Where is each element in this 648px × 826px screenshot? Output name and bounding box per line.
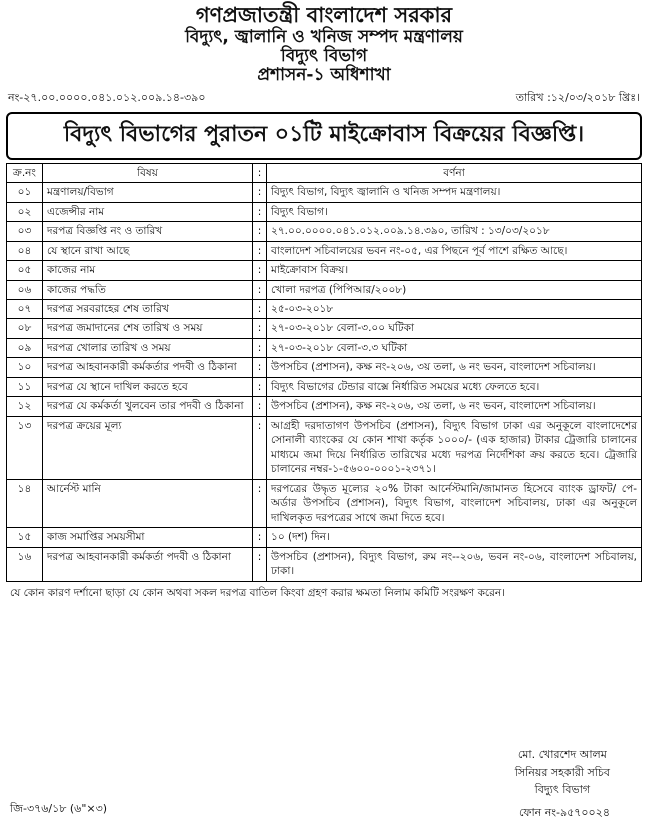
row-subject: কাজ সমাপ্তির সময়সীমা (43, 528, 253, 547)
table-row (7, 528, 642, 547)
row-subject: দরপত্র যে স্থানে দাখিল করতে হবে (43, 377, 253, 396)
row-serial: ১১ (7, 377, 43, 396)
govt-title: গণপ্রজাতন্ত্রী বাংলাদেশ সরকার (195, 3, 453, 27)
row-colon: : (253, 222, 267, 241)
row-description: বিদ্যুৎ বিভাগ। (267, 202, 642, 221)
row-description: বিদ্যুৎ বিভাগ, বিদ্যুৎ জ্বালানি ও খনিজ সম্পদ মন্ত্রণালয়। (267, 183, 642, 202)
row-description: ১০ (দশ) দিন। (267, 528, 642, 547)
row-colon: : (253, 338, 267, 357)
row-subject: যে স্থানে রাখা আছে (43, 241, 253, 260)
publication-code: জি-৩৭৬/১৮ (৬"×৩) (10, 802, 108, 815)
row-subject: দরপত্র জমাদানের শেষ তারিখ ও সময় (43, 319, 253, 338)
row-serial: ০৪ (7, 241, 43, 260)
row-description: উপসচিব (প্রশাসন), বিদ্যুৎ বিভাগ, রুম নং--২০৬, ভবন নং-০৬, বাংলাদেশ সচিবালয়, ঢাকা। (267, 547, 642, 581)
row-colon: : (253, 397, 267, 416)
row-subject: দরপত্র সরবরাহের শেষ তারিখ (43, 300, 253, 319)
table-row (7, 202, 642, 221)
table-row (7, 280, 642, 299)
row-description: ২৫-০৩-২০১৮ (267, 300, 642, 319)
table-row (7, 358, 642, 377)
row-colon: : (253, 319, 267, 338)
row-serial: ০৩ (7, 222, 43, 241)
row-colon: : (253, 358, 267, 377)
row-serial: ১০ (7, 358, 43, 377)
row-subject: দরপত্র খোলার তারিখ ও সময় (43, 338, 253, 357)
row-description: মাইক্রোবাস বিক্রয়। (267, 261, 642, 280)
row-serial: ০১ (7, 183, 43, 202)
row-subject: কাজের পদ্ধতি (43, 280, 253, 299)
row-subject: এজেন্সীর নাম (43, 202, 253, 221)
row-serial: ১৫ (7, 528, 43, 547)
signature-block (515, 746, 610, 799)
row-subject: কাজের নাম (43, 261, 253, 280)
row-serial: ১৪ (7, 479, 43, 527)
row-colon: : (253, 241, 267, 260)
table-row (7, 377, 642, 396)
row-subject: দরপত্র আহবানকারী কর্মকর্তা পদবী ও ঠিকানা (43, 547, 253, 581)
memo-number: নং-২৭.০০.০০০০.০৪১.০১২.০০৯.১৪-৩৯০ (8, 90, 206, 104)
table-row (7, 319, 642, 338)
row-description: খোলা দরপত্র (পিপিআর/২০০৮) (267, 280, 642, 299)
reference-line (6, 89, 642, 108)
row-subject: আর্নেস্ট মানি (43, 479, 253, 527)
row-serial: ০৭ (7, 300, 43, 319)
row-description: ২৭-০৩-২০১৮ বেলা-৩.০০ ঘটিকা (267, 319, 642, 338)
row-description: বিদ্যুৎ বিভাগের টেন্ডার বাক্সে নির্ধারিত সময়ের মধ্যে ফেলতে হবে। (267, 377, 642, 396)
row-serial: ০৫ (7, 261, 43, 280)
table-row (7, 479, 642, 527)
row-colon: : (253, 300, 267, 319)
row-serial: ১২ (7, 397, 43, 416)
row-description: ২৭-০৩-২০১৮ বেলা-৩.৩ ঘটিকা (267, 338, 642, 357)
table-row (7, 547, 642, 581)
table-row (7, 300, 642, 319)
row-description: ২৭.০০.০০০০.০৪১.০১২.০০৯.১৪.৩৯০, তারিখ : ১৩/০৩/২০১৮ (267, 222, 642, 241)
row-subject: দরপত্র যে কর্মকর্তা খুলবেন তার পদবী ও ঠিকানা (43, 397, 253, 416)
row-serial: ০৯ (7, 338, 43, 357)
branch-title: প্রশাসন-১ অধিশাখা (257, 64, 391, 85)
row-description: বাংলাদেশ সচিবালয়ের ভবন নং-০৫, এর পিছনে পূর্ব পাশে রক্ষিত আছে। (267, 241, 642, 260)
table-row (7, 261, 642, 280)
letterhead (6, 4, 642, 85)
ministry-title: বিদ্যুৎ, জ্বালানি ও খনিজ সম্পদ মন্ত্রণালয় (185, 26, 463, 47)
table-row (7, 338, 642, 357)
row-colon: : (253, 202, 267, 221)
header-serial: ক্র.নং (7, 163, 43, 182)
row-serial: ১৩ (7, 416, 43, 479)
table-row (7, 241, 642, 260)
row-colon: : (253, 377, 267, 396)
row-subject: মন্ত্রণালয়/বিভাগ (43, 183, 253, 202)
footer-note: যে কোন কারণ দর্শানো ছাড়া যে কোন অথবা সকল দরপত্র বাতিল কিংবা গ্রহণ করার ক্ষমতা নিলাম কমিটি সংরক্ষণ করেন। (10, 586, 505, 599)
notice-table (6, 163, 642, 582)
signatory-office: বিদ্যুৎ বিভাগ (534, 783, 591, 797)
row-serial: ০৮ (7, 319, 43, 338)
row-colon: : (253, 261, 267, 280)
signatory-designation: সিনিয়র সহকারী সচিব (514, 765, 610, 779)
row-description: দরপত্রের উদ্ধৃত মূল্যের ২০% টাকা আর্নেস্টমানি/জামানত হিসেবে ব্যাংক ড্রাফট/ পে-অর্ডার উপসচিব (প্রশাসন), বিদ্যুৎ বিভাগ, বাংলাদেশ সচিবালয়, ঢাকা এর অনুকূলে দাখিলকৃত দরপত্রের সাথে জমা দিতে হবে। (267, 479, 642, 527)
notice-page (0, 4, 648, 826)
row-serial: ০২ (7, 202, 43, 221)
row-serial: ১৬ (7, 547, 43, 581)
row-description: উপসচিব (প্রশাসন), কক্ষ নং-২০৬, ৩য় তলা, ৬ নং ভবন, বাংলাদেশ সচিবালয়। (267, 397, 642, 416)
row-colon: : (253, 183, 267, 202)
header-colon: : (253, 163, 267, 182)
row-subject: দরপত্র ক্রয়ের মূল্য (43, 416, 253, 479)
table-row (7, 416, 642, 479)
row-colon: : (253, 280, 267, 299)
division-title: বিদ্যুৎ বিভাগ (280, 45, 368, 66)
row-subject: দরপত্র বিজ্ঞপ্তি নং ও তারিখ (43, 222, 253, 241)
header-description: বর্ণনা (267, 163, 642, 182)
header-subject: বিষয় (43, 163, 253, 182)
signatory-name: মো. খোরশেদ আলম (517, 748, 607, 761)
row-colon: : (253, 528, 267, 547)
notice-banner: বিদ্যুৎ বিভাগের পুরাতন ০১টি মাইক্রোবাস বিক্রয়ের বিজ্ঞপ্তি। (6, 112, 642, 160)
row-colon: : (253, 547, 267, 581)
row-subject: দরপত্র আহবানকারী কর্মকর্তার পদবী ও ঠিকানা (43, 358, 253, 377)
table-header-row (7, 163, 642, 182)
phone-number: ফোন নং-৯৫৭০০২৪ (518, 806, 610, 819)
table-row (7, 222, 642, 241)
row-serial: ০৬ (7, 280, 43, 299)
row-description: উপসচিব (প্রশাসন), কক্ষ নং-২০৬, ৩য় তলা, ৬ নং ভবন, বাংলাদেশ সচিবালয়। (267, 358, 642, 377)
row-colon: : (253, 479, 267, 527)
table-row (7, 183, 642, 202)
row-colon: : (253, 416, 267, 479)
row-description: আগ্রহী দরদাতাগণ উপসচিব (প্রশাসন), বিদ্যুৎ বিভাগ ঢাকা এর অনুকূলে বাংলাদেশের সোনালী ব্যাংকের যে কোন শাখা কর্তৃক ১০০০/- (এক হাজার) টাকার ট্রেজারি চালানের মাধ্যমে জমা দিয়ে নির্ধারিত তারিখের মধ্যে দরপত্র নির্দেশিকা ক্রয় করতে হবে। ট্রেজারি চালানের নম্বর-১-৫৬০০-০০০১-২৩৭১। (267, 416, 642, 479)
memo-date: তারিখ :১২/০৩/২০১৮ খ্রিঃ। (515, 90, 640, 104)
table-row (7, 397, 642, 416)
